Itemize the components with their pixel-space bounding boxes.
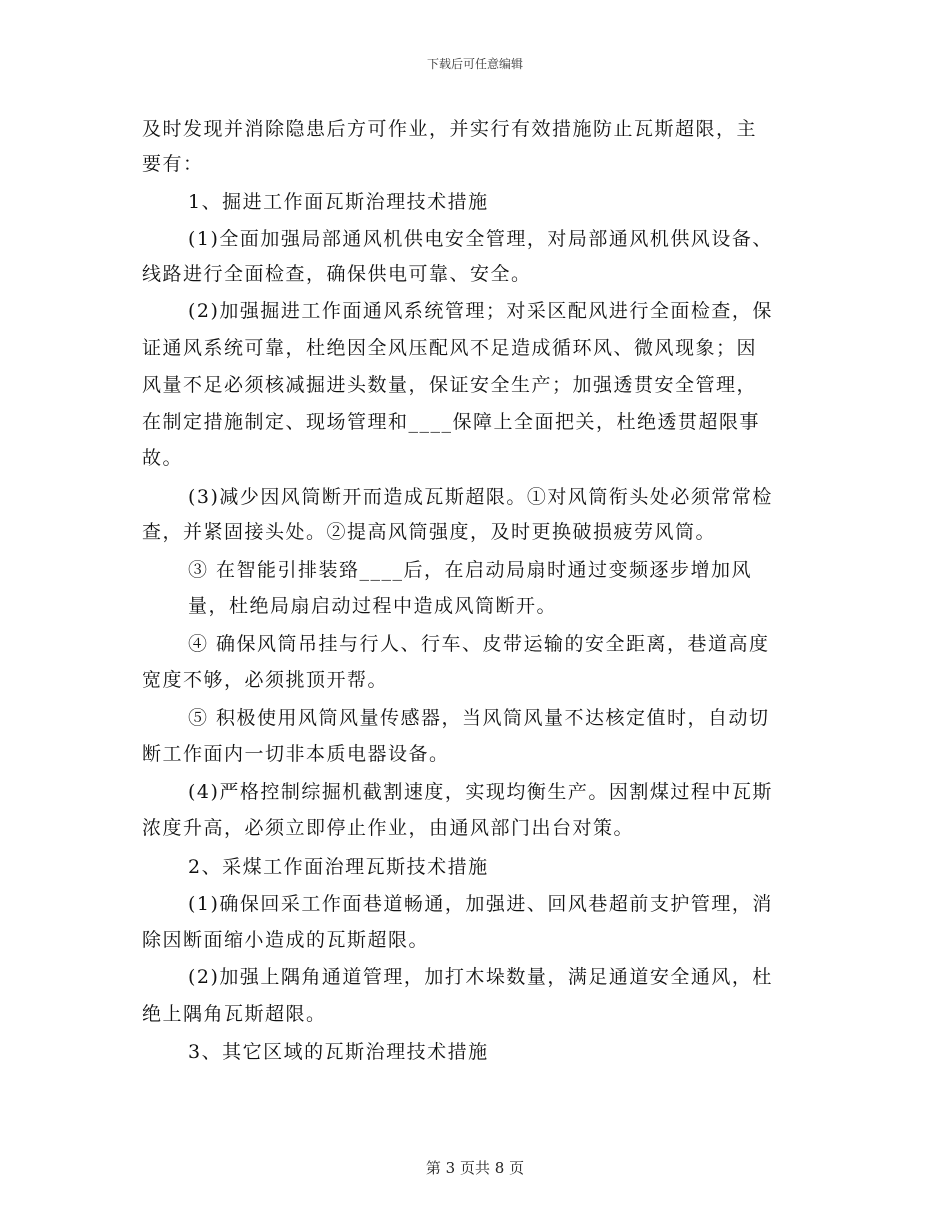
body-line: 除因断面缩小造成的瓦斯超限。 <box>142 929 430 951</box>
body-line: ⑤ 积极使用风筒风量传感器，当风筒风量不达核定值时，自动切 <box>188 707 770 729</box>
body-line: 绝上隅角瓦斯超限。 <box>142 1003 327 1025</box>
page-header: 下载后可任意编辑 <box>426 57 523 71</box>
section-heading: 2、采煤工作面治理瓦斯技术措施 <box>188 856 489 878</box>
body-line: (3)减少因风筒断开而造成瓦斯超限。①对风筒衔头处必须常常检 <box>188 486 773 508</box>
body-line: (1)确保回采工作面巷道畅通，加强进、回风巷超前支护管理，消 <box>188 893 773 915</box>
body-line: ④ 确保风筒吊挂与行人、行车、皮带运输的安全距离，巷道高度 <box>188 633 770 655</box>
body-line: 线路进行全面检查，确保供电可靠、安全。 <box>142 263 532 285</box>
body-line: 故。 <box>142 447 184 469</box>
section-heading: 1、掘进工作面瓦斯治理技术措施 <box>188 191 489 213</box>
body-line: 及时发现并消除隐患后方可作业，并实行有效措施防止瓦斯超限，主 <box>142 118 758 140</box>
body-line: 查，并紧固接头处。②提高风筒强度，及时更换破损疲劳风筒。 <box>142 521 717 543</box>
body-line: 量，杜绝局扇启动过程中造成风筒断开。 <box>188 595 558 617</box>
body-line: (4)严格控制综掘机截割速度，实现均衡生产。因割煤过程中瓦斯 <box>188 781 773 803</box>
body-line: (2)加强掘进工作面通风系统管理；对采区配风进行全面检查，保 <box>188 300 773 322</box>
body-line: 浓度升高，必须立即停止作业，由通风部门出台对策。 <box>142 817 635 839</box>
body-line: 要有： <box>142 153 204 175</box>
body-line: 断工作面内一切非本质电器设备。 <box>142 743 450 765</box>
body-line: (1)全面加强局部通风机供电安全管理，对局部通风机供风设备、 <box>188 228 773 250</box>
page-footer: 第 3 页共 8 页 <box>425 1159 525 1177</box>
body-line: ③ 在智能引排装臵____后，在启动局扇时通过变频逐步增加风 <box>188 559 753 581</box>
body-line: (2)加强上隅角通道管理，加打木垛数量，满足通道安全通风，杜 <box>188 966 773 988</box>
section-heading: 3、其它区域的瓦斯治理技术措施 <box>188 1041 489 1063</box>
body-line: 在制定措施制定、现场管理和____保障上全面把关，杜绝透贯超限事 <box>142 411 761 433</box>
body-line: 风量不足必须核减掘进头数量，保证安全生产；加强透贯安全管理， <box>142 374 758 396</box>
body-line: 宽度不够，必须挑顶开帮。 <box>142 669 389 691</box>
body-line: 证通风系统可靠，杜绝因全风压配风不足造成循环风、微风现象；因 <box>142 337 758 359</box>
